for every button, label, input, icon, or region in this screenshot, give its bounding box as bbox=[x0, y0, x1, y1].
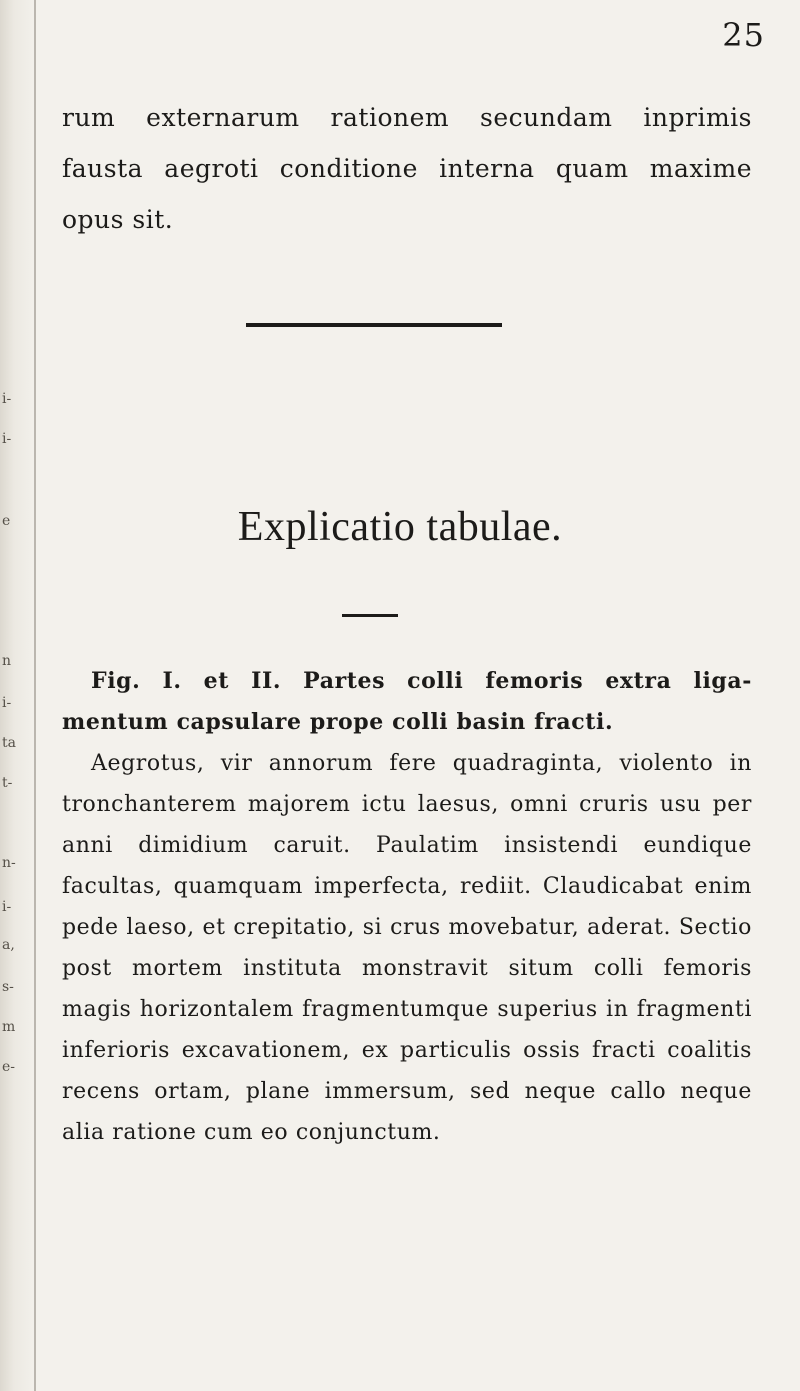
margin-bleed-text: n bbox=[2, 653, 12, 669]
figure-caption bbox=[62, 661, 752, 743]
margin-bleed-text: ta bbox=[2, 735, 16, 751]
binding-edge bbox=[34, 0, 36, 1391]
body-text bbox=[62, 661, 752, 1153]
intro-line: rum externarum rationem secundam inprimis bbox=[62, 103, 752, 132]
margin-bleed-text: e- bbox=[2, 1059, 16, 1075]
margin-bleed-text: s- bbox=[2, 979, 14, 995]
intro-text bbox=[62, 92, 752, 245]
margin-bleed-text: e bbox=[2, 513, 11, 529]
figure-label: Fig. I. et II. bbox=[91, 668, 282, 694]
margin-bleed-text: i- bbox=[2, 899, 12, 915]
margin-bleed-text: i- bbox=[2, 431, 12, 447]
title-underline bbox=[342, 614, 398, 617]
figure-caption-text: Partes colli femoris extra liga- mentum capsulare prope colli basin fracti. bbox=[62, 668, 752, 735]
page-number: 25 bbox=[722, 16, 765, 54]
margin-bleed-text: i- bbox=[2, 695, 12, 711]
case-paragraph: Aegrotus, vir annorum fere quadraginta, violento in tronchanterem majorem ictu laesus, omni cruris usu per anni dimidium caruit. Paulatim insistendi eundique facultas, quamquam imperfecta, rediit. Claudicabat enim pede laeso, et crepitatio, si crus movebatur, aderat. Sectio post mortem instituta monstravit situm colli femoris magis horizontalem fragmentumque superius in fragmenti inferioris excavationem, ex particulis ossis fracti coalitis recens ortam, plane immersum, sed neque callo neque alia ratione cum eo conjunctum. bbox=[62, 751, 752, 1145]
margin-bleed-text: n- bbox=[2, 855, 16, 871]
section-divider bbox=[246, 323, 502, 327]
margin-bleed-text: t- bbox=[2, 775, 13, 791]
margin-bleed-text: i- bbox=[2, 391, 12, 407]
intro-line: fausta aegroti conditione interna quam maxime bbox=[62, 154, 752, 183]
section-title: Explicatio tabulae. bbox=[237, 504, 563, 550]
intro-line: opus sit. bbox=[62, 205, 174, 234]
margin-bleed-text: m bbox=[2, 1019, 16, 1035]
margin-bleed-text: a, bbox=[2, 937, 15, 953]
